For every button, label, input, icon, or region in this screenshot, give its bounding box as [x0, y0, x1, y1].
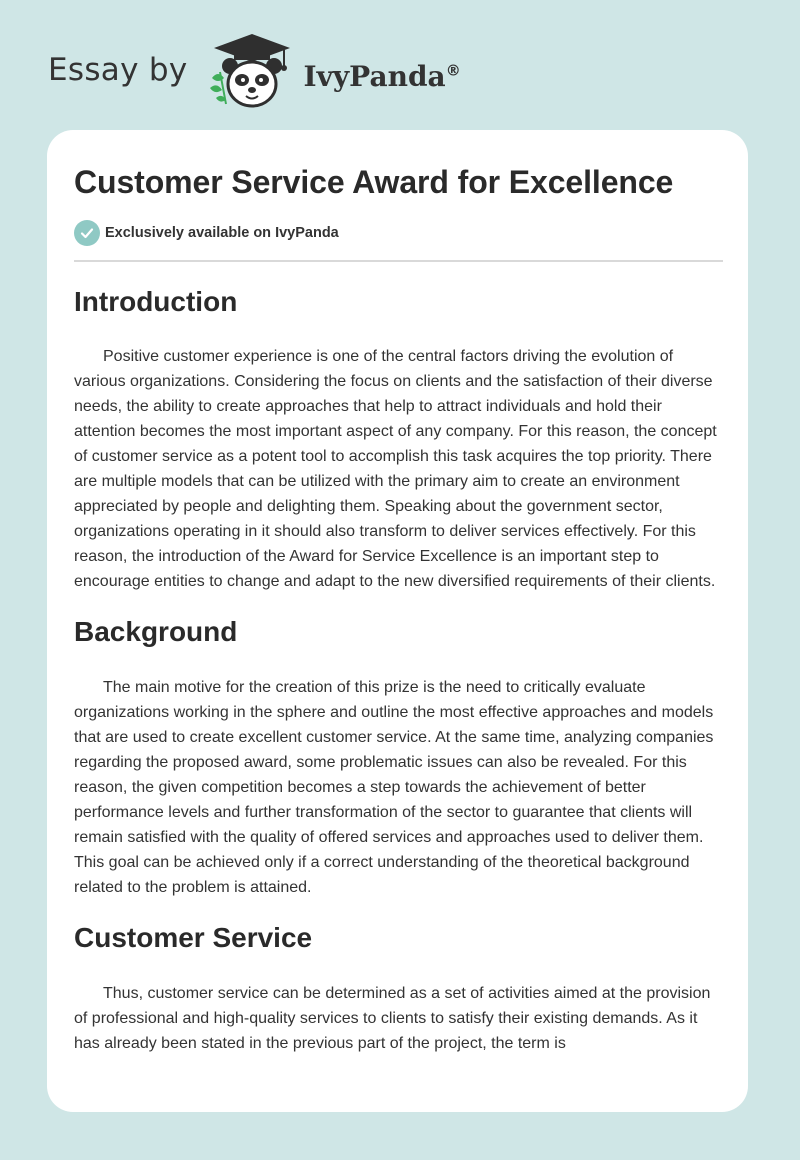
- section-heading: Background: [74, 616, 238, 647]
- section-paragraph: Positive customer experience is one of the central factors driving the evolution of various organizations. Considering the focus on clients and the satisfaction of their diverse needs, the ability to create approaches that help to attract individuals and hold their attention becomes the most important aspect of any company. For this reason, the concept of customer service as a potent tool to accomplish this task acquires the top priority. There are multiple models that can be utilized with the primary aim to create an environment appreciated by people and delighting them. Speaking about the government sector, organizations operating in it should also transform to deliver services effectively. For this reason, the introduction of the Award for Service Excellence is an important step to encourage entities to change and adapt to the new diversified requirements of their clients.: [74, 348, 717, 590]
- site-header-brand: [48, 34, 461, 114]
- check-icon: [74, 220, 100, 246]
- section-background: [74, 612, 724, 900]
- title-divider: [74, 260, 723, 262]
- article-body: [74, 282, 724, 1056]
- section-heading: Introduction: [74, 286, 238, 317]
- exclusive-label: Exclusively available on IvyPanda: [105, 225, 339, 241]
- essay-card: [47, 130, 748, 1112]
- brand-name[interactable]: IvyPanda®: [303, 59, 461, 93]
- registered-mark: ®: [445, 61, 461, 80]
- essay-by-label: Essay by: [48, 52, 188, 88]
- exclusive-badge: [74, 220, 339, 246]
- section-paragraph: The main motive for the creation of this prize is the need to critically evaluate organizations working in the sphere and outline the most effective approaches and models that are used to create excellent customer service. At the same time, analyzing companies regarding the proposed award, some problematic issues can also be revealed. For this reason, the given competition becomes a step towards the achievement of better performance levels and further transformation of the sector to guarantee that clients will remain satisfied with the quality of offered services and approaches used to deliver them. This goal can be achieved only if a correct understanding of the theoretical background related to the problem is attained.: [74, 679, 714, 896]
- section-introduction: [74, 282, 724, 594]
- section-paragraph: Thus, customer service can be determined as a set of activities aimed at the provision of professional and high-quality services to clients to satisfy their existing demands. As it has already been stated in the previous part of the project, the term is: [74, 985, 711, 1052]
- panda-graduate-icon[interactable]: [204, 32, 304, 117]
- page-title: Customer Service Award for Excellence: [74, 164, 674, 200]
- section-customer-service: [74, 918, 724, 1056]
- section-heading: Customer Service: [74, 922, 313, 953]
